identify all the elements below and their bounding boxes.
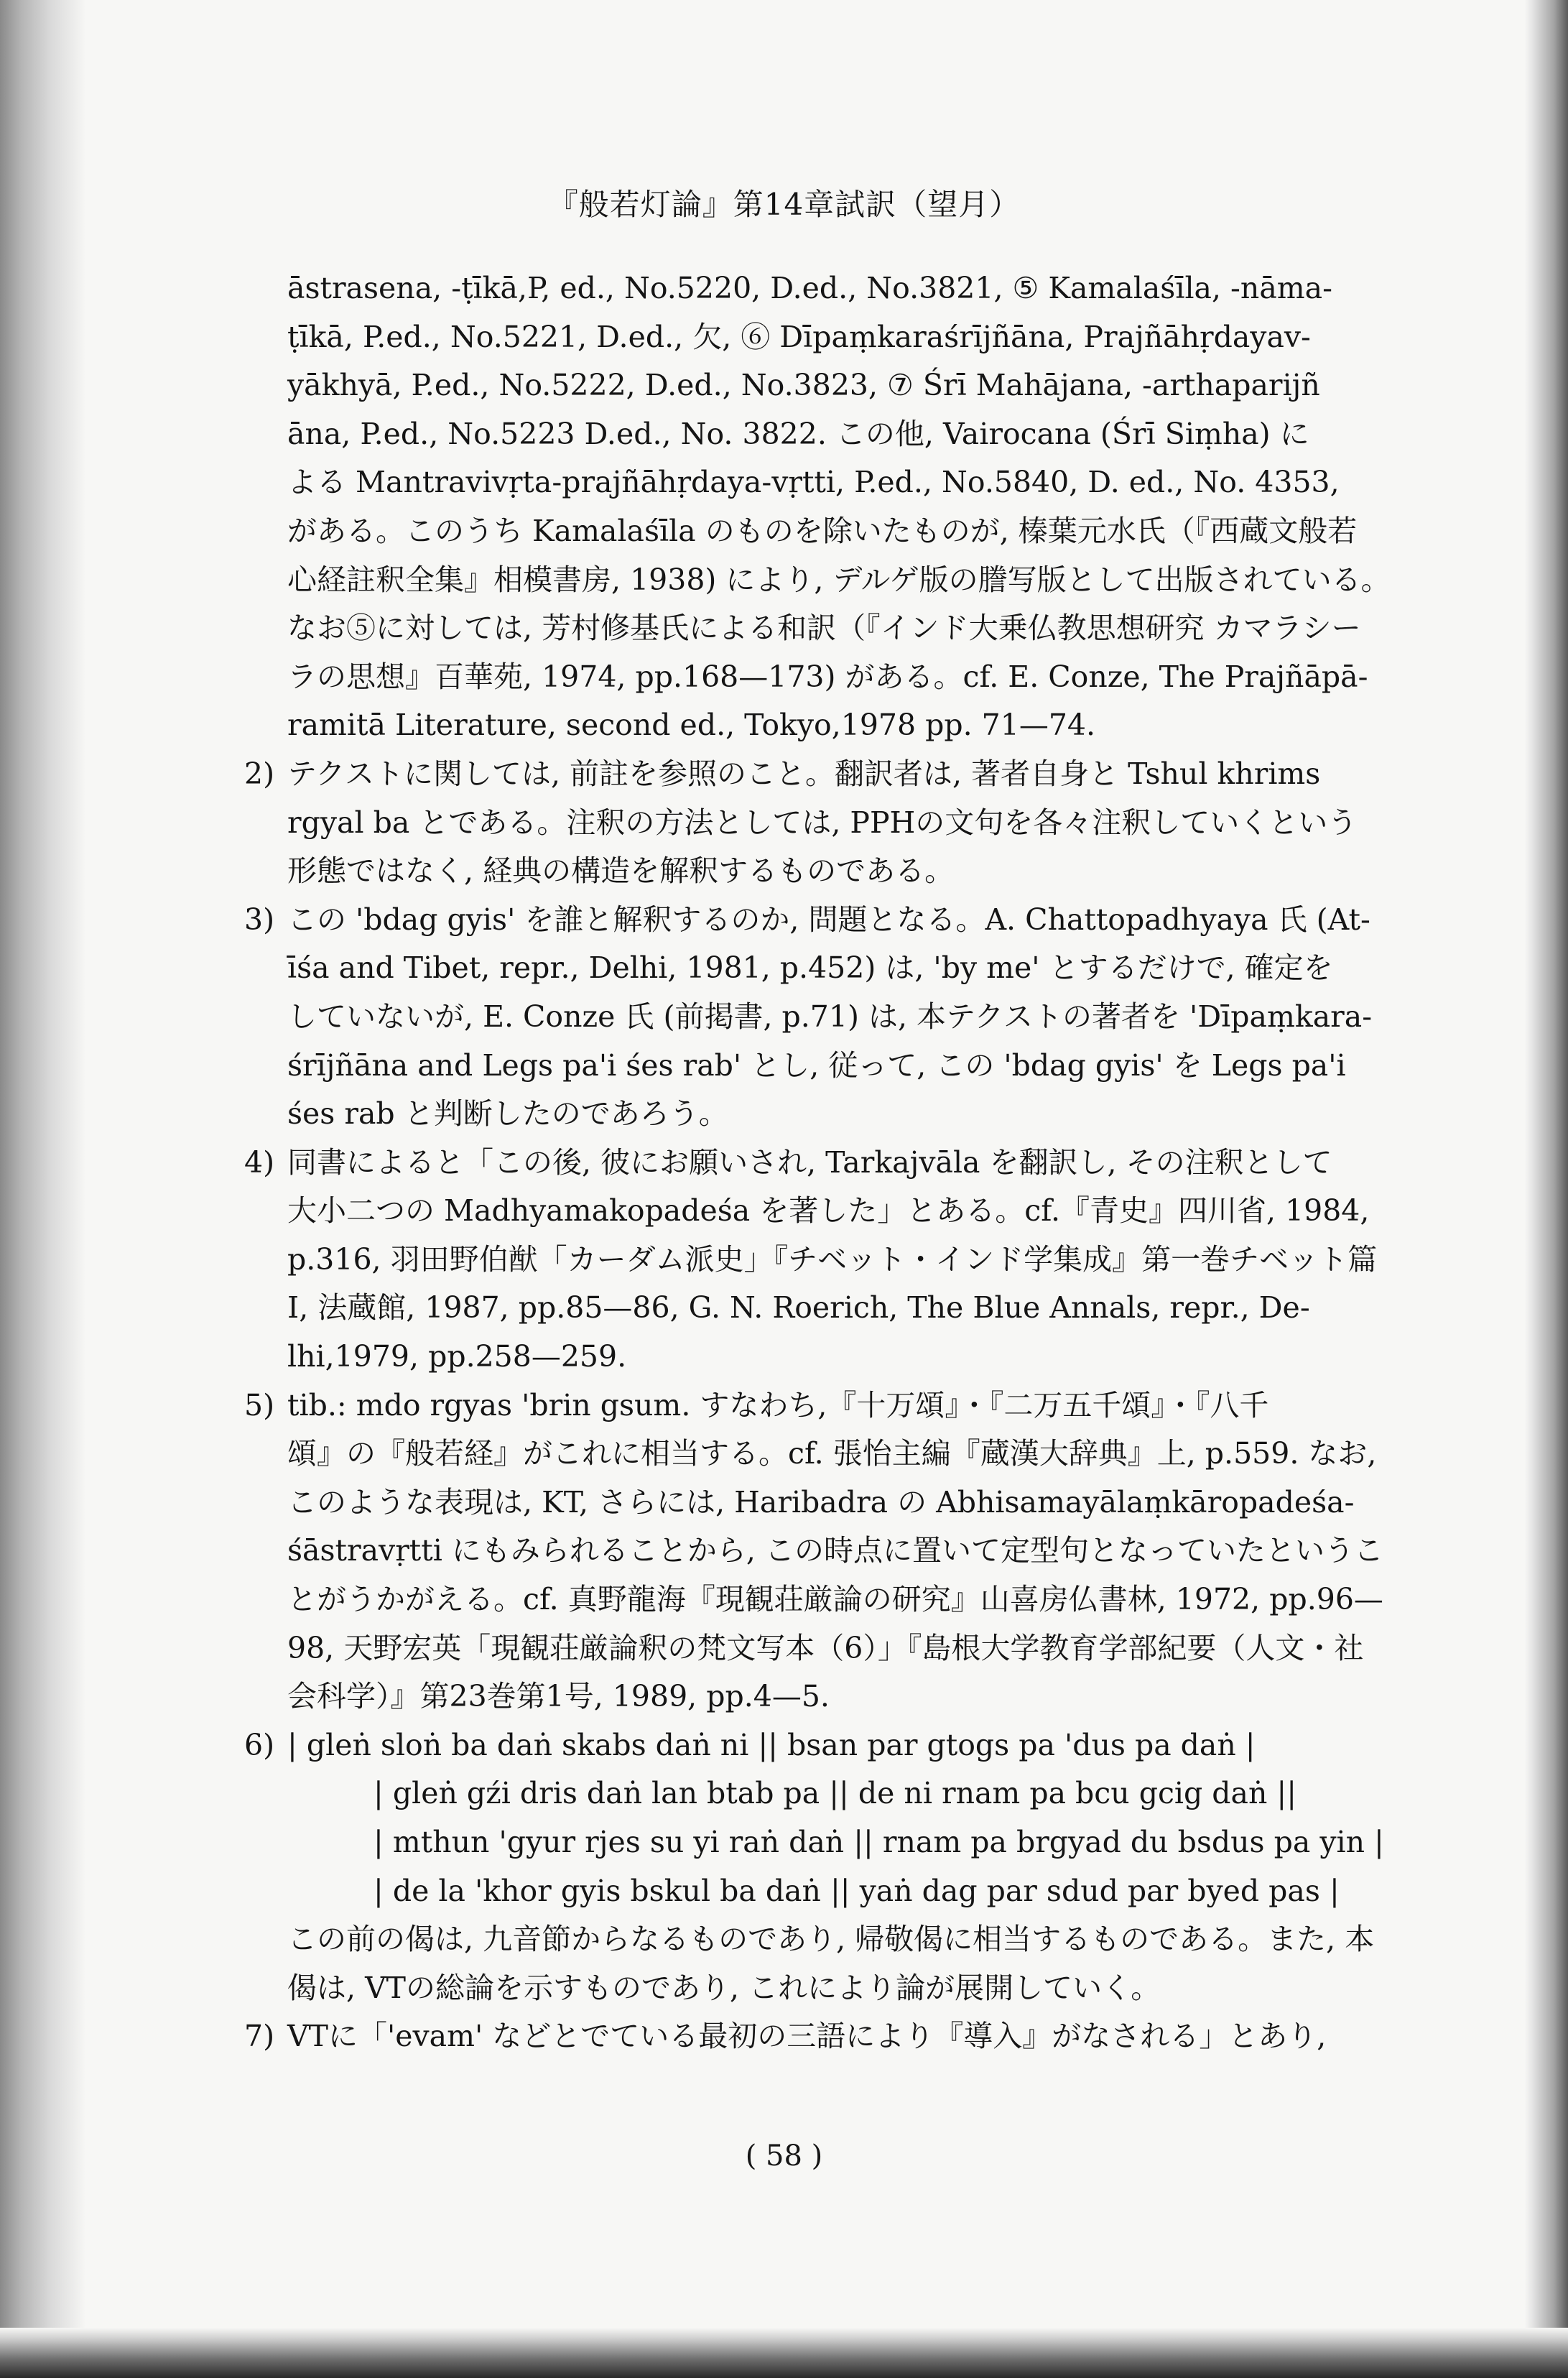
footnote-5 — [244, 1382, 1530, 1721]
text-line: 形態ではなく, 経典の構造を解釈するものである。 — [287, 853, 955, 889]
verse-line: | de la 'khor gyis bskul ba daṅ || yaṅ dag par sdud par byed pas | — [374, 1873, 1340, 1908]
text-line: śrījñāna and Legs pa'i śes rab' とし, 従って, この 'bdag gyis' を Legs pa'i — [287, 1047, 1346, 1083]
running-head: 『般若灯論』第14章試訳（望月） — [547, 187, 1021, 222]
text-line: īśa and Tibet, repr., Delhi, 1981, p.452) は, 'by me' とするだけで, 確定を — [287, 950, 1333, 986]
footnote-2 — [244, 750, 1530, 896]
text-line: śāstravṛtti にもみられることから, この時点に置いて定型句となっていたというこ — [287, 1533, 1383, 1568]
text-line: āstrasena, -ṭīkā,P, ed., No.5220, D.ed., No.3821, ⑤ Kamalaśīla, -nāma- — [287, 271, 1332, 305]
text-line: よる Mantravivṛta-prajñāhṛdaya-vṛtti, P.ed., No.5840, D. ed., No. 4353, — [287, 465, 1340, 500]
footnote-number: 5) — [244, 1387, 275, 1422]
footnote-number: 4) — [244, 1144, 275, 1180]
scan-shadow-bottom — [0, 2328, 1568, 2378]
text-line: 98, 天野宏英「現観荘厳論釈の梵文写本（6）」『島根大学教育学部紀要（人文・社 — [287, 1630, 1364, 1665]
text-line: lhi,1979, pp.258—259. — [287, 1339, 627, 1374]
footnote-6 — [244, 1721, 1530, 2013]
footnote-number: 2) — [244, 756, 275, 791]
text-line: ramitā Literature, second ed., Tokyo,1978 pp. 71—74. — [287, 708, 1096, 743]
text-line: 頌』の『般若経』がこれに相当する。cf. 張怡主編『蔵漢大辞典』上, p.559. なお, — [287, 1436, 1377, 1471]
text-line: p.316, 羽田野伯猷「カーダム派史」『チベット・インド学集成』第一巻チベット篇 — [287, 1241, 1378, 1277]
text-line: 会科学）』第23巻第1号, 1989, pp.4—5. — [287, 1679, 830, 1714]
text-line: この 'bdag gyis' を誰と解釈するのか, 問題となる。A. Chattopadhyaya 氏 (At- — [287, 902, 1370, 937]
verse-line: | gleṅ gźi dris daṅ lan btab pa || de ni rnam pa bcu gcig daṅ || — [374, 1776, 1297, 1811]
note-continuation — [287, 264, 1530, 750]
text-line: ラの思想』百華苑, 1974, pp.168—173) がある。cf. E. Conze, The Prajñāpā- — [287, 659, 1368, 694]
page-number: ( 58 ) — [745, 2139, 823, 2173]
text-line: tib.: mdo rgyas 'brin gsum. すなわち,『十万頌』・『二万五千頌』・『八千 — [287, 1387, 1269, 1422]
text-line: なお⑤に対しては, 芳村修基氏による和訳（『インド大乗仏教思想研究 カマラシー — [287, 611, 1361, 646]
verse-line: | mthun 'gyur rjes su yi raṅ daṅ || rnam pa brgyad du bsdus pa yin | — [374, 1825, 1384, 1859]
text-line: āna, P.ed., No.5223 D.ed., No. 3822. この他, Vairocana (Śrī Siṃha) に — [287, 416, 1309, 451]
text-line: Ⅰ, 法蔵館, 1987, pp.85—86, G. N. Roerich, The Blue Annals, repr., De- — [287, 1290, 1310, 1326]
text-line: śes rab と判断したのであろう。 — [287, 1096, 728, 1132]
footnote-number: 7) — [244, 2019, 275, 2054]
footnote-4 — [244, 1139, 1530, 1382]
text-line: VTに「'evam' などとでている最初の三語により『導入』がなされる」とあり, — [287, 2019, 1327, 2054]
footnote-number: 3) — [244, 902, 275, 937]
text-line: 偈は, VTの総論を示すものであり, これにより論が展開していく。 — [287, 1970, 1161, 2005]
text-line: 心経註釈全集』相模書房, 1938) により, デルゲ版の謄写版として出版されている。 — [287, 562, 1391, 597]
text-line: 大小二つの Madhyamakopadeśa を著した」とある。cf.『青史』四川省, 1984, — [287, 1193, 1370, 1229]
text-line: このような表現は, KT, さらには, Haribadra の Abhisamayālaṃkāropadeśa- — [287, 1484, 1355, 1519]
scan-shadow-left — [0, 0, 86, 2378]
verse-line: | gleṅ sloṅ ba daṅ skabs daṅ ni || bsan par gtogs pa 'dus pa daṅ | — [287, 1727, 1256, 1762]
text-line: とがうかがえる。cf. 真野龍海『現観荘厳論の研究』山喜房仏書林, 1972, pp.96— — [287, 1582, 1383, 1617]
text-line: がある。このうち Kamalaśīla のものを除いたものが, 榛葉元水氏（『西蔵文般若 — [287, 513, 1358, 548]
text-line: rgyal ba とである。注釈の方法としては, PPHの文句を各々注釈していくという — [287, 805, 1358, 840]
text-line: テクストに関しては, 前註を参照のこと。翻訳者は, 著者自身と Tshul khrims — [287, 756, 1321, 791]
text-line: yākhyā, P.ed., No.5222, D.ed., No.3823, ⑦ Śrī Mahājana, -arthaparijñ — [287, 368, 1320, 403]
footnote-7 — [244, 2012, 1530, 2061]
text-line: ṭīkā, P.ed., No.5221, D.ed., 欠, ⑥ Dīpaṃkaraśrījñāna, Prajñāhṛdayav- — [287, 319, 1311, 354]
footnote-3 — [244, 896, 1530, 1139]
footnotes-body — [244, 264, 1530, 2061]
text-line: この前の偈は, 九音節からなるものであり, 帰敬偈に相当するものである。また, 本 — [287, 1922, 1375, 1957]
scan-shadow-right — [1525, 0, 1568, 2378]
footnote-number: 6) — [244, 1727, 275, 1762]
text-line: していないが, E. Conze 氏 (前掲書, p.71) は, 本テクストの著者を 'Dīpaṃkara- — [287, 999, 1373, 1034]
text-line: 同書によると「この後, 彼にお願いされ, Tarkajvāla を翻訳し, その注釈として — [287, 1144, 1332, 1180]
